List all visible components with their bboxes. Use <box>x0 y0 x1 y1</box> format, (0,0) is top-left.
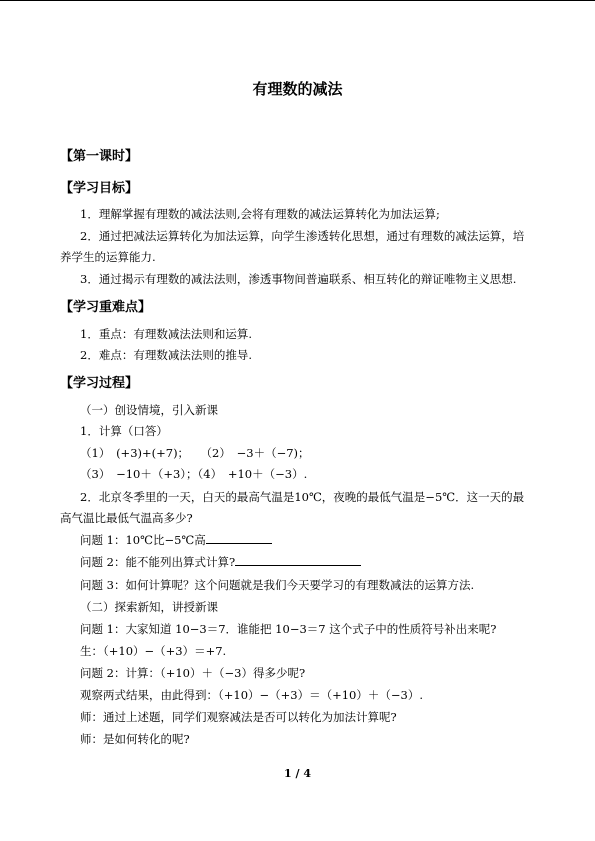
question-2-line-1: 2．北京冬季里的一天，白天的最高气温是10℃，夜晚的最低气温是−5℃．这一天的最 <box>80 490 525 504</box>
page-title: 有理数的减法 <box>252 80 343 98</box>
question-3-line: 问题 3：如何计算呢？这个问题就是我们今天要学习的有理数减法的运算方法. <box>80 578 475 592</box>
section-heading-key-points: 【学习重难点】 <box>60 300 152 315</box>
question-2-line <box>80 554 361 570</box>
question-1-line <box>80 532 272 548</box>
goal-item-1: 1．理解掌握有理数的减法法则,会将有理数的减法运算转化为加法运算; <box>80 207 440 221</box>
part1-title: （一）创设情境，引入新课 <box>80 403 218 417</box>
observation-line: 观察两式结果，由此得到：（+10）−（+3）＝（+10）＋（−3）. <box>80 688 423 702</box>
part2-title: （二）探索新知，讲授新课 <box>80 600 218 614</box>
key-point-2: 2．难点：有理数减法法则的推导. <box>80 348 252 362</box>
teacher-line-2: 师：是如何转化的呢? <box>80 732 190 746</box>
top-border-line <box>0 0 595 1</box>
section-heading-lesson: 【第一课时】 <box>60 149 139 164</box>
calc-row-1: （1） (+3)+(+7)； （2） −3＋（−7)； <box>80 446 310 460</box>
calc-title: 1．计算（口答） <box>80 424 168 438</box>
goal-item-3: 3．通过揭示有理数的减法法则，渗透事物间普遍联系、相互转化的辩证唯物主义思想. <box>80 272 517 286</box>
goal-item-2: 2．通过把减法运算转化为加法运算，向学生渗透转化思想，通过有理数的减法运算，培 <box>80 229 525 243</box>
key-point-1: 1．重点：有理数减法法则和运算. <box>80 327 252 341</box>
answer-blank-1 <box>206 532 272 544</box>
question-2-line-2: 高气温比最低气温高多少? <box>60 511 193 525</box>
teacher-line-1: 师：通过上述题，同学们观察减法是否可以转化为加法计算呢? <box>80 710 397 724</box>
part2-question-1: 问题 1：大家知道 10−3＝7．谁能把 10−3＝7 这个式子中的性质符号补出来呢? <box>80 622 497 636</box>
section-heading-goals: 【学习目标】 <box>60 181 139 196</box>
question-1-text: 问题 1：10℃比−5℃高 <box>80 533 206 547</box>
answer-blank-2 <box>235 554 361 566</box>
calc-row-2: （3） −10＋（+3）；（4） +10＋（−3）. <box>80 467 308 481</box>
goal-item-2-continued: 养学生的运算能力. <box>60 250 156 264</box>
section-heading-process: 【学习过程】 <box>60 376 139 391</box>
page-number: 1 / 4 <box>284 767 311 780</box>
part2-question-2: 问题 2：计算：（+10）＋（−3）得多少呢? <box>80 666 306 680</box>
question-2-text: 问题 2：能不能列出算式计算? <box>80 555 236 569</box>
student-answer: 生：（+10）−（+3）＝+7. <box>80 644 227 658</box>
